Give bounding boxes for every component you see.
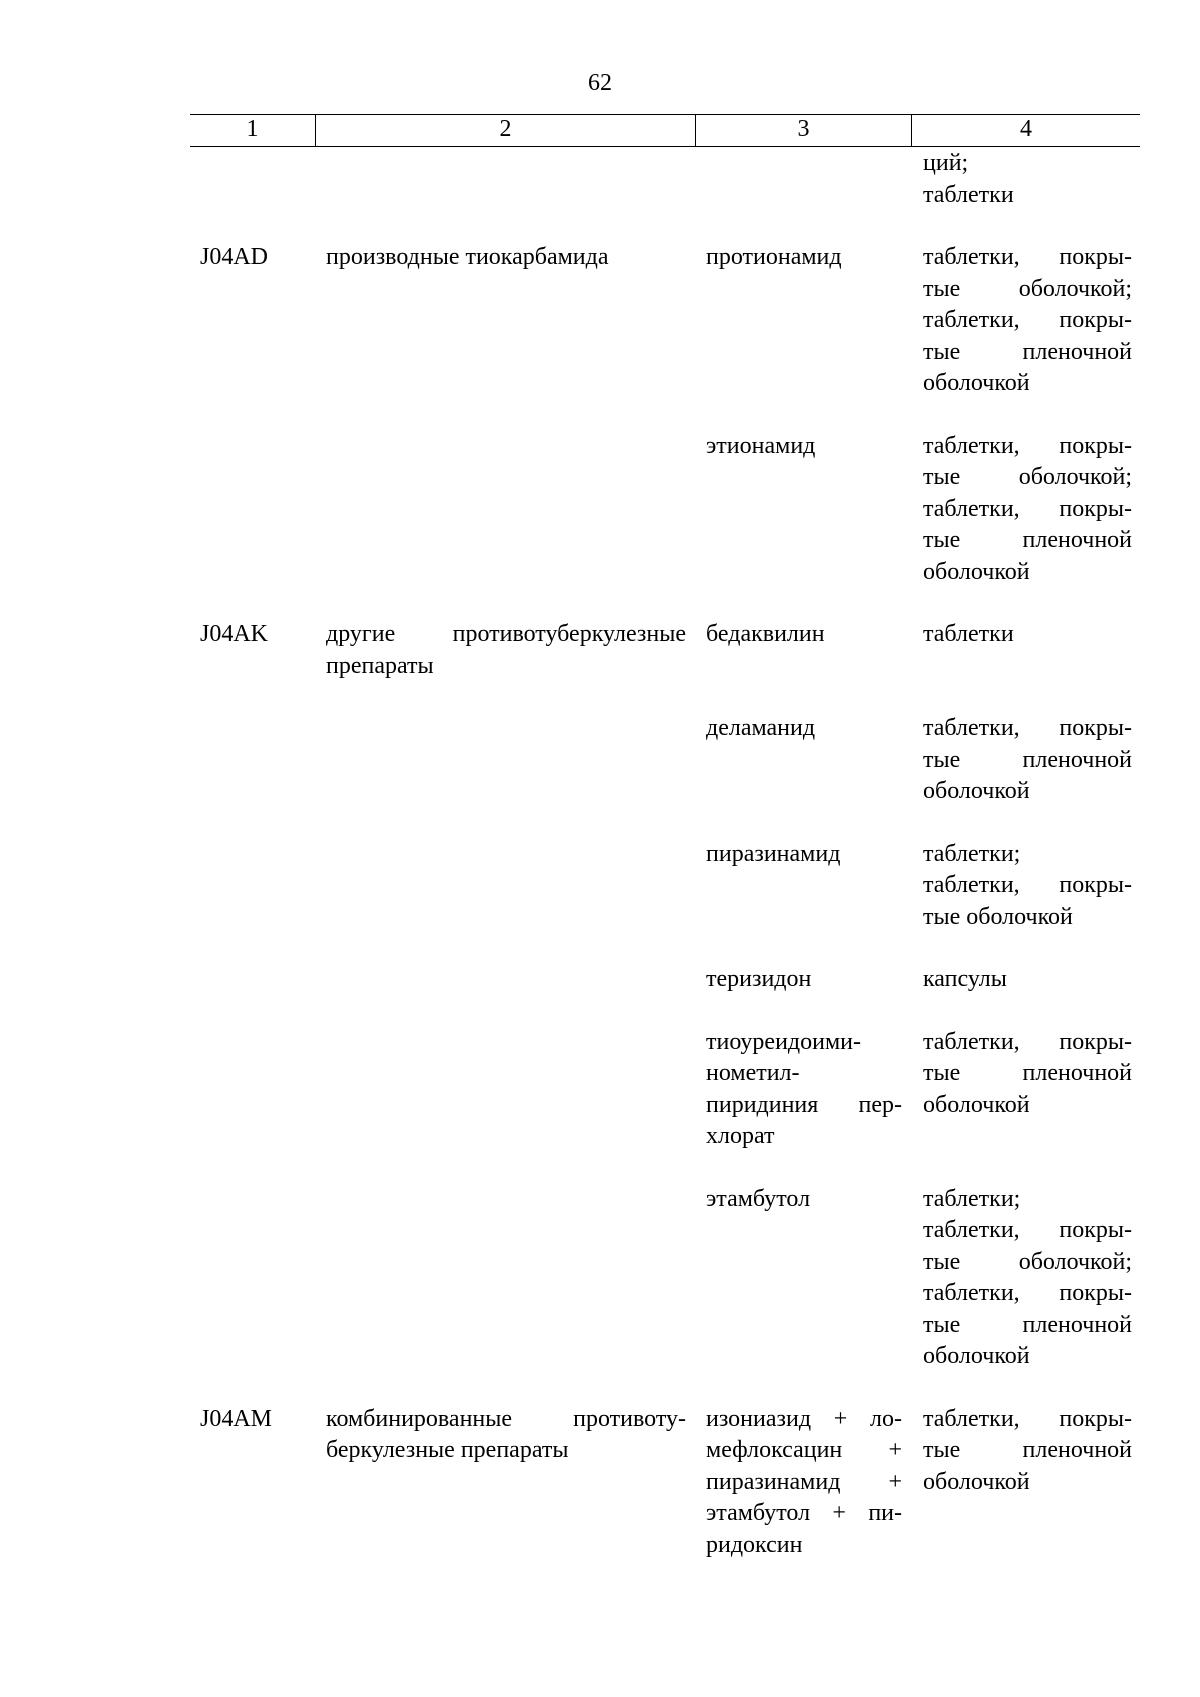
- dosage-form-line: таблетки, покры-: [923, 495, 1132, 522]
- dosage-form-line: тые оболочкой;: [923, 464, 1132, 490]
- table-body: [190, 148, 1140, 1592]
- dosage-form-line: таблетки;: [923, 1185, 1021, 1212]
- dosage-form-line: таблетки;: [923, 840, 1021, 867]
- table-row: [190, 242, 1140, 400]
- table-row: [190, 839, 1140, 934]
- dosage-form-line: таблетки, покры-: [923, 1217, 1132, 1243]
- atc-code-cell: [190, 148, 316, 211]
- table-row: [190, 148, 1140, 211]
- dosage-form-line: тые пленочной: [923, 1437, 1132, 1463]
- drug-name-cell: [696, 1027, 912, 1153]
- atc-code: J04AD: [200, 244, 269, 270]
- drug-name-cell: [696, 148, 912, 211]
- pharm-group-line: беркулезные препараты: [326, 1437, 569, 1463]
- drug-name-line: тиоуреидоими-: [706, 1028, 861, 1055]
- dosage-form-line: таблетки, покры-: [923, 244, 1132, 270]
- dosage-form-line: таблетки, покры-: [923, 1405, 1132, 1432]
- drug-name-line: ридоксин: [706, 1531, 803, 1558]
- drug-name-cell: [696, 964, 912, 996]
- atc-code-cell: [190, 964, 316, 996]
- drug-name-line: нометил-: [706, 1060, 800, 1086]
- drug-name-line: бедаквилин: [706, 621, 825, 647]
- dosage-form-line: оболочкой: [923, 558, 1030, 585]
- dosage-form-cell: [912, 964, 1140, 996]
- drug-name-line: пиридиния пер-: [706, 1091, 902, 1118]
- drug-name-line: этамбутол: [706, 1185, 811, 1212]
- pharm-group-cell: [316, 713, 696, 808]
- atc-code-cell: [190, 619, 316, 682]
- dosage-form-line: тые оболочкой: [923, 903, 1073, 930]
- atc-code-cell: [190, 1027, 316, 1153]
- pharm-group-line: препараты: [326, 652, 434, 679]
- dosage-form-line: таблетки, покры-: [923, 872, 1132, 898]
- dosage-form-line: таблетки, покры-: [923, 1028, 1132, 1055]
- dosage-form-cell: [912, 1404, 1140, 1562]
- atc-code-cell: [190, 1404, 316, 1562]
- drug-name-line: теризидон: [706, 966, 812, 992]
- header-col-4: 4: [1020, 116, 1032, 142]
- pharm-group-cell: [316, 242, 696, 400]
- dosage-form-line: оболочкой: [923, 778, 1030, 804]
- drug-name-cell: [696, 619, 912, 682]
- pharm-group-line: другие противотуберкулезные: [326, 621, 686, 647]
- drug-name-cell: [696, 1184, 912, 1373]
- drug-name-line: пиразинамид: [706, 840, 841, 867]
- dosage-form-line: тые пленочной: [923, 527, 1132, 553]
- pharm-group-cell: [316, 839, 696, 934]
- header-col-3: 3: [696, 115, 912, 146]
- pharm-group-cell: [316, 619, 696, 682]
- pharm-group-cell: [316, 1404, 696, 1562]
- table-row: [190, 964, 1140, 996]
- pharm-group-cell: [316, 431, 696, 589]
- dosage-form-cell: [912, 148, 1140, 211]
- dosage-form-cell: [912, 1184, 1140, 1373]
- dosage-form-line: таблетки: [923, 621, 1014, 647]
- dosage-form-line: тые оболочкой;: [923, 1248, 1132, 1275]
- dosage-form-line: таблетки, покры-: [923, 1280, 1132, 1306]
- dosage-form-line: таблетки, покры-: [923, 432, 1132, 459]
- drug-name-line: хлорат: [706, 1123, 775, 1149]
- table-row: [190, 619, 1140, 682]
- drug-name-line: протионамид: [706, 244, 842, 270]
- drug-name-cell: [696, 839, 912, 934]
- atc-code-cell: [190, 1184, 316, 1373]
- dosage-form-cell: [912, 1027, 1140, 1153]
- dosage-form-line: ций;: [923, 150, 969, 176]
- table-row: [190, 1027, 1140, 1153]
- table-row: [190, 431, 1140, 589]
- dosage-form-line: таблетки, покры-: [923, 307, 1132, 333]
- drug-name-line: изониазид + ло-: [706, 1405, 902, 1432]
- header-col-2: 2: [316, 115, 696, 146]
- drug-name-line: этамбутол + пи-: [706, 1500, 902, 1526]
- dosage-form-cell: [912, 242, 1140, 400]
- drug-name-line: деламанид: [706, 715, 816, 741]
- drug-name-line: пиразинамид +: [706, 1468, 902, 1495]
- dosage-form-line: оболочкой: [923, 1091, 1030, 1118]
- drug-name-line: этионамид: [706, 432, 816, 459]
- pharm-group-cell: [316, 964, 696, 996]
- dosage-form-line: оболочкой: [923, 370, 1030, 396]
- pharm-group-cell: [316, 1027, 696, 1153]
- header-col-1: 1: [190, 115, 316, 146]
- pharm-group-line: комбинированные противоту-: [326, 1405, 686, 1432]
- pharm-group-cell: [316, 1184, 696, 1373]
- dosage-form-cell: [912, 713, 1140, 808]
- dosage-form-line: тые пленочной: [923, 746, 1132, 773]
- drug-name-cell: [696, 242, 912, 400]
- table-header: [190, 114, 1140, 147]
- dosage-form-line: тые пленочной: [923, 1060, 1132, 1086]
- atc-code-cell: [190, 713, 316, 808]
- dosage-form-cell: [912, 619, 1140, 682]
- table-row: [190, 713, 1140, 808]
- atc-code: J04AK: [200, 621, 269, 647]
- drug-name-cell: [696, 431, 912, 589]
- dosage-form-line: таблетки: [923, 181, 1014, 208]
- dosage-form-line: тые пленочной: [923, 338, 1132, 365]
- dosage-form-line: капсулы: [923, 966, 1007, 992]
- page-number: 62: [588, 70, 612, 96]
- table-row: [190, 1184, 1140, 1373]
- pharm-group-line: производные тиокарбамида: [326, 244, 609, 270]
- drug-name-line: мефлоксацин +: [706, 1437, 902, 1463]
- dosage-form-line: тые пленочной: [923, 1311, 1132, 1338]
- dosage-form-cell: [912, 431, 1140, 589]
- drug-name-cell: [696, 1404, 912, 1562]
- dosage-form-cell: [912, 839, 1140, 934]
- atc-code-cell: [190, 431, 316, 589]
- dosage-form-line: тые оболочкой;: [923, 275, 1132, 302]
- dosage-form-line: таблетки, покры-: [923, 715, 1132, 741]
- pharm-group-cell: [316, 148, 696, 211]
- dosage-form-line: оболочкой: [923, 1468, 1030, 1495]
- drug-name-cell: [696, 713, 912, 808]
- atc-code-cell: [190, 839, 316, 934]
- table-row: [190, 1404, 1140, 1562]
- dosage-form-line: оболочкой: [923, 1343, 1030, 1369]
- atc-code-cell: [190, 242, 316, 400]
- atc-code: J04AM: [200, 1405, 273, 1432]
